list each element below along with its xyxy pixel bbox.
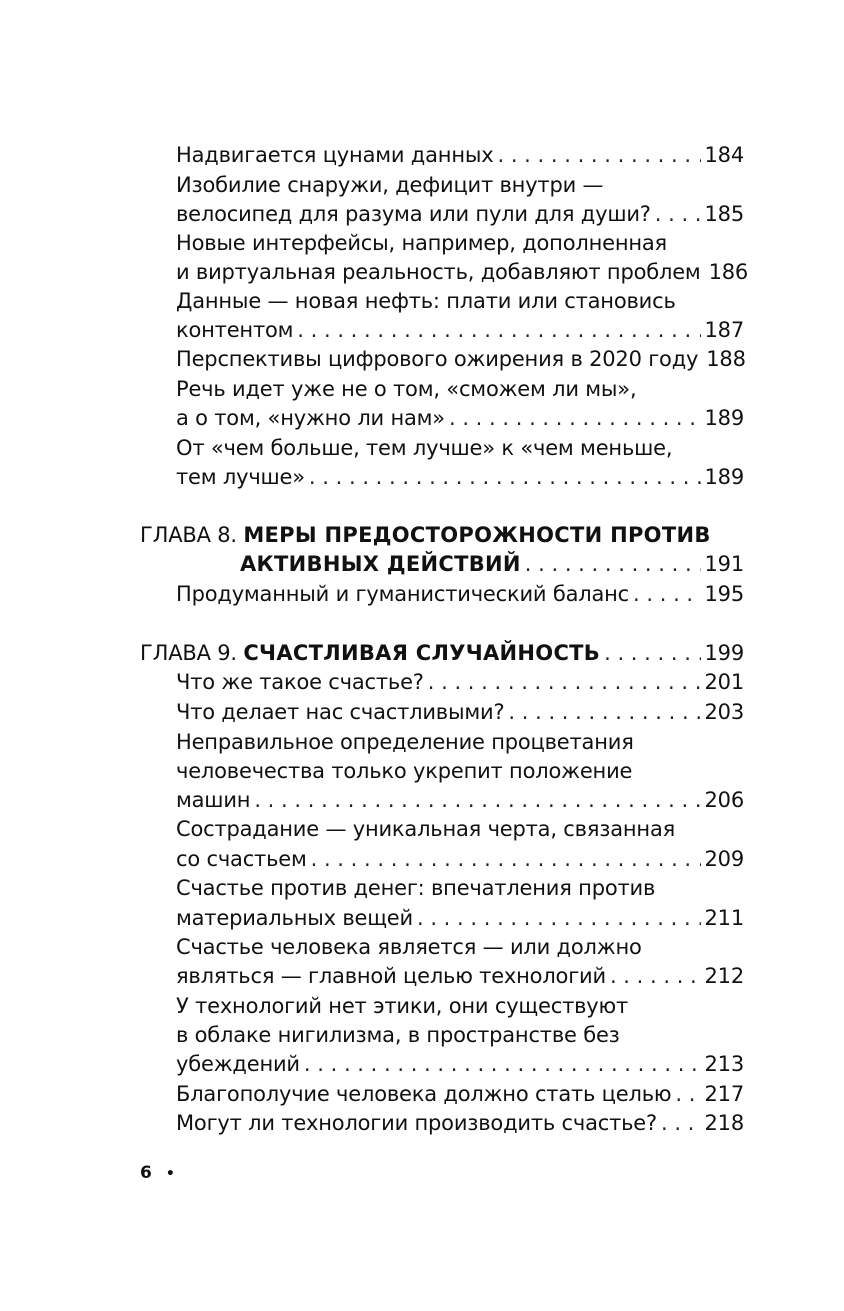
leader-dots	[661, 1109, 701, 1137]
toc-entry	[176, 668, 744, 696]
toc-entry-page: 218	[704, 1111, 744, 1135]
chapter-heading-row	[140, 639, 744, 667]
leader-dots	[297, 316, 700, 344]
toc-entry-title: Могут ли технологии производить счастье?	[176, 1111, 657, 1135]
toc-entry-page: 217	[704, 1082, 744, 1106]
toc-entry-title: в облаке нигилизма, в пространстве без	[176, 1023, 620, 1047]
toc-entry-title: Новые интерфейсы, например, дополненная	[176, 231, 667, 255]
chapter-title: МЕРЫ ПРЕДОСТОРОЖНОСТИ ПРОТИВ	[243, 523, 711, 547]
leader-dots	[497, 141, 700, 169]
toc-entry-page: 211	[704, 906, 744, 930]
toc-entry	[176, 786, 744, 814]
chapter-page: 199	[704, 641, 744, 665]
toc-entry-title: От «чем больше, тем лучше» к «чем меньше,	[176, 436, 673, 460]
toc-entry-page: 203	[704, 700, 744, 724]
toc-entry-page: 195	[704, 582, 744, 606]
toc-entry-title: Что делает нас счастливыми?	[176, 700, 505, 724]
leader-dots	[655, 200, 701, 228]
toc-entry-page: 186	[708, 260, 749, 284]
toc-entry-title: Счастье против денег: впечатления против	[176, 876, 656, 900]
leader-dots	[508, 698, 700, 726]
toc-entry-page: 189	[704, 465, 744, 489]
toc-entry-title: Речь идет уже не о том, «сможем ли мы»,	[176, 377, 637, 401]
toc-entry-title: Счастье человека является — или должно	[176, 935, 642, 959]
leader-dots	[610, 962, 701, 990]
toc-entry-page: 189	[704, 406, 744, 430]
toc-entry	[176, 258, 749, 286]
page-footer	[140, 1162, 175, 1185]
toc-entry	[176, 580, 744, 608]
toc-entry-title: а о том, «нужно ли нам»	[176, 406, 445, 430]
toc-entry	[176, 404, 744, 432]
toc-entry-title: Надвигается цунами данных	[176, 143, 494, 167]
toc-entry-title: У технологий нет этики, они существуют	[176, 994, 629, 1018]
toc-entry-title: машин	[176, 788, 251, 812]
chapter-title: АКТИВНЫХ ДЕЙСТВИЙ	[240, 552, 521, 576]
chapter-heading	[140, 521, 711, 549]
chapter-title: СЧАСТЛИВАЯ СЛУЧАЙНОСТЬ	[243, 641, 601, 665]
chapter-prefix: ГЛАВА 8.	[140, 523, 237, 547]
leader-dots	[311, 845, 701, 873]
toc-entry	[176, 962, 744, 990]
leader-dots	[675, 1080, 700, 1108]
toc-entry-page: 185	[704, 202, 744, 226]
toc-entry-title: Сострадание — уникальная черта, связанная	[176, 817, 676, 841]
leader-dots	[449, 404, 701, 432]
toc-entry-page: 213	[704, 1052, 744, 1076]
toc-entry-title: материальных вещей	[176, 906, 413, 930]
toc-entry-title: Благополучие человека должно стать целью	[176, 1082, 672, 1106]
leader-dots	[304, 1050, 701, 1078]
toc-entry	[176, 463, 744, 491]
leader-dots	[633, 580, 701, 608]
toc-entry-title: Изобилие снаружи, дефицит внутри —	[176, 173, 604, 197]
footer-bullet: •	[165, 1166, 175, 1182]
toc-entry	[176, 845, 744, 873]
toc-entry-page: 188	[706, 347, 746, 371]
toc-entry	[176, 200, 744, 228]
leader-dots	[417, 904, 701, 932]
page-number: 6	[140, 1163, 152, 1183]
toc-entry-title: Неправильное определение процветания	[176, 730, 634, 754]
toc-entry-title: Данные — новая нефть: плати или становись	[176, 289, 676, 313]
toc-entry-title: со счастьем	[176, 847, 307, 871]
toc-entry	[176, 1050, 744, 1078]
toc-entry	[176, 698, 744, 726]
leader-dots	[604, 639, 700, 667]
leader-dots	[309, 463, 701, 491]
chapter-prefix: ГЛАВА 9.	[140, 641, 237, 665]
toc-entry-title: Перспективы цифрового ожирения в 2020 году	[176, 347, 699, 371]
toc-entry-title: тем лучше»	[176, 465, 305, 489]
toc-entry	[176, 345, 744, 373]
toc-entry	[176, 904, 744, 932]
toc-entry	[176, 316, 744, 344]
toc-entry	[176, 141, 744, 169]
toc-entry	[176, 1109, 744, 1137]
toc-entry-title: контентом	[176, 318, 294, 342]
toc-entry-page: 212	[704, 964, 744, 988]
toc-entry-page: 201	[704, 670, 744, 694]
toc-entry-page: 187	[704, 318, 744, 342]
chapter-heading-row	[240, 550, 744, 578]
leader-dots	[254, 786, 700, 814]
leader-dots	[525, 550, 701, 578]
chapter-page: 191	[704, 552, 744, 576]
toc-entry-title: человечества только укрепит положение	[176, 759, 633, 783]
toc-entry-title: являться — главной целью технологий	[176, 964, 606, 988]
leader-dots	[428, 668, 701, 696]
toc-entry	[176, 1080, 744, 1108]
toc-entry-page: 184	[704, 143, 744, 167]
toc-entry-title: Что же такое счастье?	[176, 670, 424, 694]
toc-entry-title: велосипед для разума или пули для души?	[176, 202, 651, 226]
toc-entry-title: Продуманный и гуманистический баланс	[176, 582, 630, 606]
chapter-heading	[140, 639, 600, 667]
toc-entry-title: убеждений	[176, 1052, 300, 1076]
toc-entry-title: и виртуальная реальность, добавляют проблем	[176, 260, 701, 284]
toc-entry-page: 209	[704, 847, 744, 871]
toc-entry-page: 206	[704, 788, 744, 812]
